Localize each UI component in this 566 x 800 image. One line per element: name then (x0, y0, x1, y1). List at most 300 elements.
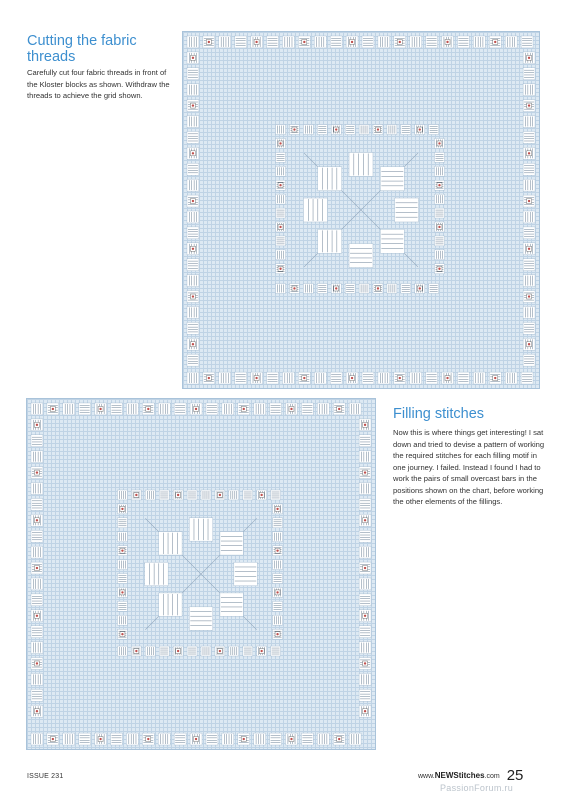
block-fill (117, 560, 127, 570)
kloster-block (219, 36, 231, 48)
eyelet-dot (438, 142, 440, 144)
block-fill (282, 36, 294, 48)
kloster-block (243, 490, 253, 500)
block-fill (187, 68, 199, 80)
block-fill (362, 372, 374, 384)
eyelet-dot (260, 650, 262, 652)
eyelet-dot (192, 295, 194, 297)
eyelet-dot (303, 377, 305, 379)
eyelet-dot (195, 408, 197, 410)
eyelet-dot (208, 41, 210, 43)
kloster-block (349, 152, 373, 176)
kloster-block (276, 125, 286, 135)
eyelet-dot (99, 738, 101, 740)
kloster-block (276, 152, 286, 162)
kloster-block (201, 646, 211, 656)
kloster-block (395, 198, 419, 222)
eyelet-dot (419, 128, 421, 130)
block-fill (276, 125, 286, 135)
kloster-block (523, 163, 535, 175)
eyelet-dot (147, 738, 149, 740)
kloster-block (159, 490, 169, 500)
kloster-block (159, 532, 182, 555)
section-heading-filling: Filling stitches (393, 406, 485, 422)
eyelet-dot (276, 549, 278, 551)
eyelet-dot (279, 184, 281, 186)
block-fill (219, 372, 231, 384)
kloster-block (31, 451, 43, 463)
kloster-block (314, 372, 326, 384)
block-fill (273, 601, 283, 611)
kloster-block (523, 227, 535, 239)
kloster-block (158, 733, 170, 745)
block-fill (31, 578, 43, 590)
eyelet-dot (290, 408, 292, 410)
block-fill (317, 733, 329, 745)
block-fill (201, 646, 211, 656)
kloster-block (505, 372, 517, 384)
kloster-block (219, 372, 231, 384)
block-fill (359, 642, 371, 654)
kloster-block (359, 642, 371, 654)
block-fill (435, 166, 445, 176)
kloster-block (303, 198, 327, 222)
block-fill (314, 36, 326, 48)
block-fill (187, 116, 199, 128)
kloster-block (318, 229, 342, 253)
eyelet-dot (399, 377, 401, 379)
kloster-block (362, 36, 374, 48)
kloster-block (31, 530, 43, 542)
kloster-block (187, 646, 197, 656)
kloster-block (117, 646, 127, 656)
block-fill (276, 166, 286, 176)
block-fill (31, 733, 43, 745)
kloster-block (206, 403, 218, 415)
eyelet-dot (255, 377, 257, 379)
block-fill (187, 131, 199, 143)
block-fill (359, 689, 371, 701)
kloster-block (303, 125, 313, 135)
block-fill (271, 490, 281, 500)
eyelet-dot (52, 408, 54, 410)
site-suffix: .com (484, 773, 500, 780)
kloster-block (301, 403, 313, 415)
block-fill (189, 607, 212, 630)
block-fill (401, 284, 411, 294)
kloster-block (31, 403, 43, 415)
block-fill (159, 593, 182, 616)
block-fill (359, 530, 371, 542)
block-fill (395, 198, 419, 222)
block-fill (505, 36, 517, 48)
block-fill (523, 179, 535, 191)
eyelet-dot (121, 591, 123, 593)
block-fill (410, 36, 422, 48)
kloster-block (282, 36, 294, 48)
eyelet-dot (36, 615, 38, 617)
block-fill (273, 574, 283, 584)
block-fill (359, 125, 369, 135)
kloster-block (220, 593, 243, 616)
kloster-block (410, 36, 422, 48)
block-fill (523, 68, 535, 80)
block-fill (359, 435, 371, 447)
block-fill (219, 36, 231, 48)
eyelet-dot (243, 738, 245, 740)
kloster-block (187, 211, 199, 223)
block-fill (349, 403, 361, 415)
block-fill (359, 284, 369, 294)
block-fill (145, 562, 168, 585)
block-fill (187, 179, 199, 191)
eyelet-dot (36, 519, 38, 521)
eyelet-dot (279, 142, 281, 144)
kloster-block (31, 483, 43, 495)
kloster-block (473, 36, 485, 48)
kloster-block (273, 601, 283, 611)
kloster-block (276, 250, 286, 260)
section-text-filling: Now this is where things get interesting! I sat down and tried to devise a pattern of working the required stitches for each filling motif in one journey. I failed. Instead I found I had to work the pairs of small overcast bars in the positions shown on the chart, before working the other elements of the fillings. (393, 428, 545, 506)
kloster-block (235, 36, 247, 48)
block-fill (31, 403, 43, 415)
block-fill (426, 36, 438, 48)
block-fill (243, 490, 253, 500)
block-fill (117, 601, 127, 611)
kloster-block (523, 84, 535, 96)
block-fill (174, 733, 186, 745)
section-text-cutting: Carefully cut four fabric threads in front of the Kloster blocks as shown. Withdraw the threads to achieve the grid shown. (27, 68, 170, 100)
block-fill (222, 403, 234, 415)
block-fill (380, 167, 404, 191)
kloster-block (359, 626, 371, 638)
block-fill (521, 36, 533, 48)
eyelet-dot (528, 57, 530, 59)
block-fill (222, 733, 234, 745)
kloster-block (359, 435, 371, 447)
kloster-block (435, 152, 445, 162)
kloster-block (187, 36, 199, 48)
kloster-block (273, 574, 283, 584)
block-fill (117, 615, 127, 625)
kloster-block (79, 403, 91, 415)
eyelet-dot (438, 184, 440, 186)
eyelet-dot (364, 615, 366, 617)
kloster-block (187, 179, 199, 191)
kloster-block (276, 166, 286, 176)
chart-cutting-threads (182, 31, 540, 389)
kloster-block (187, 275, 199, 287)
eyelet-dot (293, 287, 295, 289)
kloster-block (229, 490, 239, 500)
kloster-block (206, 733, 218, 745)
eyelet-dot (446, 41, 448, 43)
kloster-block (401, 284, 411, 294)
block-fill (318, 167, 342, 191)
kloster-block (435, 208, 445, 218)
block-fill (473, 372, 485, 384)
kloster-block (111, 403, 123, 415)
eyelet-dot (303, 41, 305, 43)
eyelet-dot (364, 424, 366, 426)
block-fill (359, 626, 371, 638)
block-fill (229, 646, 239, 656)
kloster-block (229, 646, 239, 656)
block-fill (362, 36, 374, 48)
kloster-block (117, 574, 127, 584)
kloster-block (254, 403, 266, 415)
kloster-block (117, 532, 127, 542)
kloster-block (222, 733, 234, 745)
kloster-block (187, 372, 199, 384)
kloster-block (189, 518, 212, 541)
block-fill (31, 435, 43, 447)
kloster-block (117, 560, 127, 570)
eyelet-dot (364, 662, 366, 664)
block-fill (220, 532, 243, 555)
block-fill (429, 125, 439, 135)
kloster-block (189, 607, 212, 630)
kloster-block (271, 646, 281, 656)
eyelet-dot (528, 152, 530, 154)
block-fill (303, 125, 313, 135)
block-fill (159, 646, 169, 656)
block-fill (267, 36, 279, 48)
kloster-block (187, 131, 199, 143)
eyelet-dot (438, 268, 440, 270)
eyelet-dot (419, 287, 421, 289)
kloster-block (187, 490, 197, 500)
block-fill (201, 490, 211, 500)
block-fill (270, 733, 282, 745)
kloster-block (380, 167, 404, 191)
block-fill (187, 84, 199, 96)
block-fill (378, 36, 390, 48)
eyelet-dot (195, 738, 197, 740)
block-fill (79, 403, 91, 415)
block-fill (158, 403, 170, 415)
block-fill (220, 593, 243, 616)
kloster-block (31, 435, 43, 447)
kloster-block (187, 68, 199, 80)
kloster-block (187, 227, 199, 239)
site-prefix: www. (418, 773, 435, 780)
eyelet-dot (36, 424, 38, 426)
block-fill (387, 284, 397, 294)
block-fill (273, 532, 283, 542)
kloster-block (117, 518, 127, 528)
block-fill (276, 194, 286, 204)
kloster-block (435, 166, 445, 176)
block-fill (314, 372, 326, 384)
kloster-block (523, 275, 535, 287)
kloster-block (111, 733, 123, 745)
kloster-block (270, 403, 282, 415)
block-fill (31, 594, 43, 606)
block-fill (387, 125, 397, 135)
kloster-block (187, 163, 199, 175)
block-fill (276, 152, 286, 162)
block-fill (126, 733, 138, 745)
block-fill (317, 284, 327, 294)
kloster-block (317, 284, 327, 294)
kloster-block (505, 36, 517, 48)
eyelet-dot (192, 248, 194, 250)
block-fill (271, 646, 281, 656)
block-fill (117, 490, 127, 500)
block-fill (187, 163, 199, 175)
block-fill (187, 354, 199, 366)
kloster-block (523, 306, 535, 318)
eyelet-dot (219, 494, 221, 496)
kloster-block (362, 372, 374, 384)
kloster-block (187, 84, 199, 96)
kloster-block (523, 322, 535, 334)
kloster-block (435, 250, 445, 260)
block-fill (126, 403, 138, 415)
block-fill (523, 131, 535, 143)
eyelet-dot (36, 710, 38, 712)
block-fill (523, 211, 535, 223)
eyelet-dot (276, 508, 278, 510)
kloster-block (187, 354, 199, 366)
block-fill (426, 372, 438, 384)
block-fill (523, 259, 535, 271)
kloster-block (387, 284, 397, 294)
block-fill (359, 451, 371, 463)
block-fill (435, 194, 445, 204)
kloster-block (174, 733, 186, 745)
block-fill (187, 306, 199, 318)
kloster-block (330, 36, 342, 48)
eyelet-dot (279, 226, 281, 228)
block-fill (380, 229, 404, 253)
block-fill (317, 125, 327, 135)
kloster-block (63, 403, 75, 415)
eyelet-dot (528, 295, 530, 297)
eyelet-dot (260, 494, 262, 496)
block-fill (273, 615, 283, 625)
eyelet-dot (377, 128, 379, 130)
eyelet-dot (351, 41, 353, 43)
eyelet-dot (36, 662, 38, 664)
eyelet-dot (121, 508, 123, 510)
eyelet-dot (338, 738, 340, 740)
block-fill (273, 560, 283, 570)
block-fill (158, 733, 170, 745)
eyelet-dot (192, 152, 194, 154)
block-fill (282, 372, 294, 384)
kloster-block (521, 372, 533, 384)
block-fill (359, 498, 371, 510)
block-fill (473, 36, 485, 48)
block-fill (359, 578, 371, 590)
kloster-block (523, 68, 535, 80)
kloster-block (359, 673, 371, 685)
kloster-block (317, 733, 329, 745)
block-fill (401, 125, 411, 135)
kloster-block (271, 490, 281, 500)
block-fill (31, 626, 43, 638)
block-fill (235, 36, 247, 48)
kloster-block (273, 615, 283, 625)
block-fill (187, 211, 199, 223)
kloster-block (523, 259, 535, 271)
kloster-block (145, 490, 155, 500)
kloster-block (429, 284, 439, 294)
issue-label: ISSUE 231 (27, 773, 64, 780)
page-number: 25 (506, 767, 524, 784)
eyelet-dot (192, 57, 194, 59)
kloster-block (378, 36, 390, 48)
block-fill (523, 322, 535, 334)
block-fill (187, 646, 197, 656)
kloster-block (435, 236, 445, 246)
kloster-block (349, 733, 361, 745)
block-fill (117, 532, 127, 542)
block-fill (206, 733, 218, 745)
kloster-block (359, 125, 369, 135)
block-fill (229, 490, 239, 500)
kloster-block (159, 646, 169, 656)
kloster-block (201, 490, 211, 500)
kloster-block (145, 562, 168, 585)
block-fill (206, 403, 218, 415)
kloster-block (359, 578, 371, 590)
kloster-block (31, 673, 43, 685)
eyelet-dot (147, 408, 149, 410)
block-fill (31, 483, 43, 495)
block-fill (523, 306, 535, 318)
block-fill (317, 403, 329, 415)
eyelet-dot (494, 377, 496, 379)
chart-cutting-graphic (183, 32, 539, 388)
kloster-block (273, 518, 283, 528)
block-fill (345, 125, 355, 135)
block-fill (521, 372, 533, 384)
block-fill (523, 354, 535, 366)
kloster-block (63, 733, 75, 745)
block-fill (523, 116, 535, 128)
eyelet-dot (364, 471, 366, 473)
kloster-block (349, 403, 361, 415)
block-fill (63, 733, 75, 745)
kloster-block (187, 322, 199, 334)
block-fill (303, 198, 327, 222)
block-fill (457, 36, 469, 48)
eyelet-dot (290, 738, 292, 740)
eyelet-dot (276, 633, 278, 635)
block-fill (303, 284, 313, 294)
eyelet-dot (528, 104, 530, 106)
kloster-block (401, 125, 411, 135)
kloster-block (235, 372, 247, 384)
eyelet-dot (335, 287, 337, 289)
block-fill (435, 208, 445, 218)
eyelet-dot (438, 226, 440, 228)
kloster-block (222, 403, 234, 415)
block-fill (270, 403, 282, 415)
block-fill (187, 372, 199, 384)
eyelet-dot (364, 519, 366, 521)
block-fill (457, 372, 469, 384)
kloster-block (318, 167, 342, 191)
block-fill (235, 372, 247, 384)
kloster-block (359, 483, 371, 495)
eyelet-dot (528, 200, 530, 202)
eyelet-dot (36, 567, 38, 569)
block-fill (349, 733, 361, 745)
